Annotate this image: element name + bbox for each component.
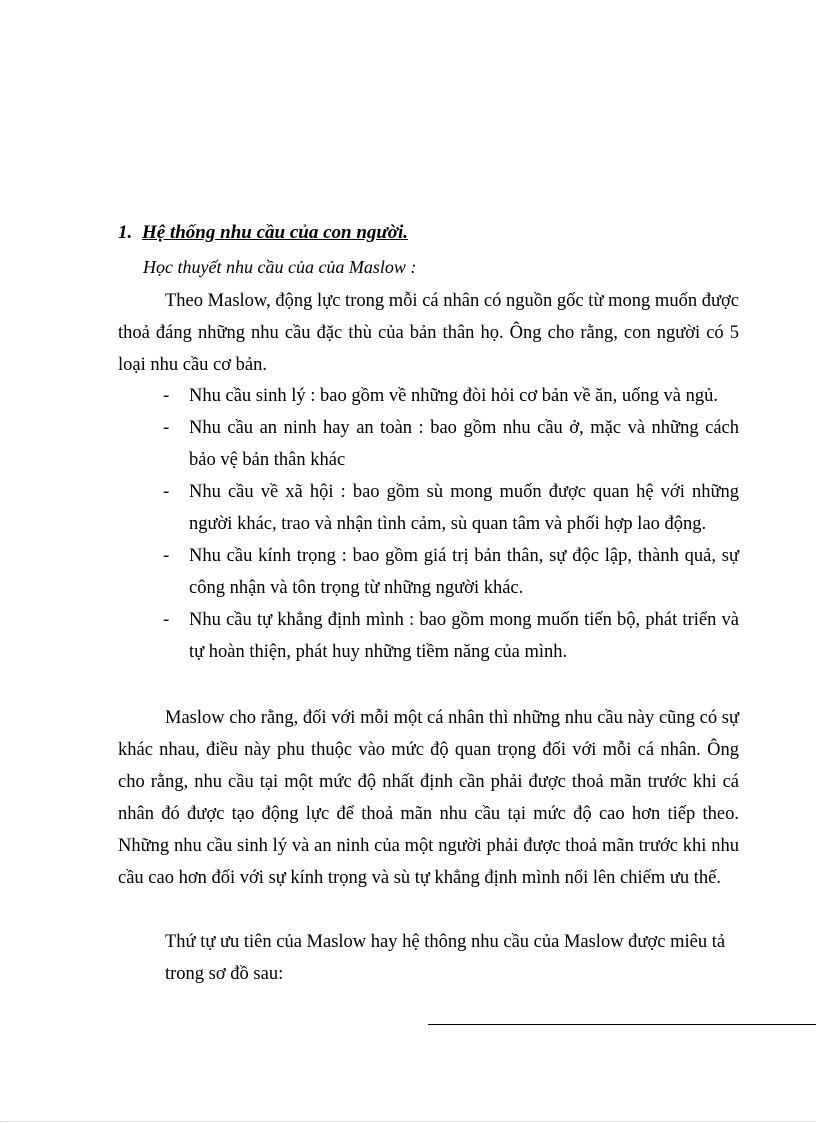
list-dash: - <box>163 482 170 502</box>
list-item-social <box>163 476 739 540</box>
paragraph-priority <box>118 702 739 894</box>
horizontal-rule <box>428 1024 816 1025</box>
list-item-text: Nhu cầu kính trọng : bao gồm giá trị bản thân, sự độc lập, thành quả, sự công nhận và tôn trọng từ những người khác. <box>189 546 739 598</box>
list-item-safety <box>163 412 739 476</box>
list-item-physiological <box>163 380 739 412</box>
list-dash: - <box>163 418 170 438</box>
list-item-text: Nhu cầu về xã hội : bao gồm sù mong muốn được quan hệ với những người khác, trao và nhận tình cảm, sù quan tâm và phối hợp lao động. <box>189 482 739 534</box>
list-item-text: Nhu cầu an ninh hay an toàn : bao gồm nhu cầu ở, mặc và những cách bảo vệ bản thân khác <box>189 418 739 470</box>
page-bottom-divider <box>0 1121 816 1122</box>
list-dash: - <box>163 546 170 566</box>
paragraph-priority-text: Maslow cho rằng, đối với mỗi một cá nhân thì những nhu cầu này cũng có sự khác nhau, điều này phu thuộc vào mức độ quan trọng đối với mỗi cá nhân. Ông cho rằng, nhu cầu tại một mức độ nhất định cần phải được thoả mãn trước khi cá nhân đó được tạo động lực để thoả mãn nhu cầu tại mức độ cao hơn tiếp theo. Những nhu cầu sinh lý và an ninh của một người phải được thoả mãn trước khi nhu cầu cao hơn đối với sự kính trọng và sù tự khẳng định mình nổi lên chiếm ưu thế. <box>118 708 739 888</box>
subheading: Học thuyết nhu cầu của của Maslow : <box>143 257 417 277</box>
paragraph-diagram-intro: Thứ tự ưu tiên của Maslow hay hệ thông nhu cầu của Maslow được miêu tả trong sơ đồ sau: <box>165 932 726 984</box>
needs-list <box>163 380 739 668</box>
list-item-text: Nhu cầu sinh lý : bao gồm về những đòi hỏi cơ bản về ăn, uống và ngủ. <box>189 386 718 406</box>
list-dash: - <box>163 610 170 630</box>
section-number: 1. <box>118 222 133 243</box>
list-item-esteem <box>163 540 739 604</box>
section-heading <box>118 222 408 244</box>
paragraph-intro-text: Theo Maslow, động lực trong mỗi cá nhân có nguồn gốc từ mong muốn được thoả đáng những nhu cầu đặc thù của bản thân họ. Ông cho rằng, con người có 5 loại nhu cầu cơ bản. <box>118 291 739 375</box>
section-title: Hệ thống nhu cầu của con người. <box>142 222 408 243</box>
list-dash: - <box>163 386 170 406</box>
paragraph-intro <box>118 285 739 381</box>
list-item-self-actualization <box>163 604 739 668</box>
list-item-text: Nhu cầu tự khẳng định mình : bao gồm mong muốn tiến bộ, phát triển và tự hoàn thiện, phát huy những tiềm năng của mình. <box>189 610 739 662</box>
